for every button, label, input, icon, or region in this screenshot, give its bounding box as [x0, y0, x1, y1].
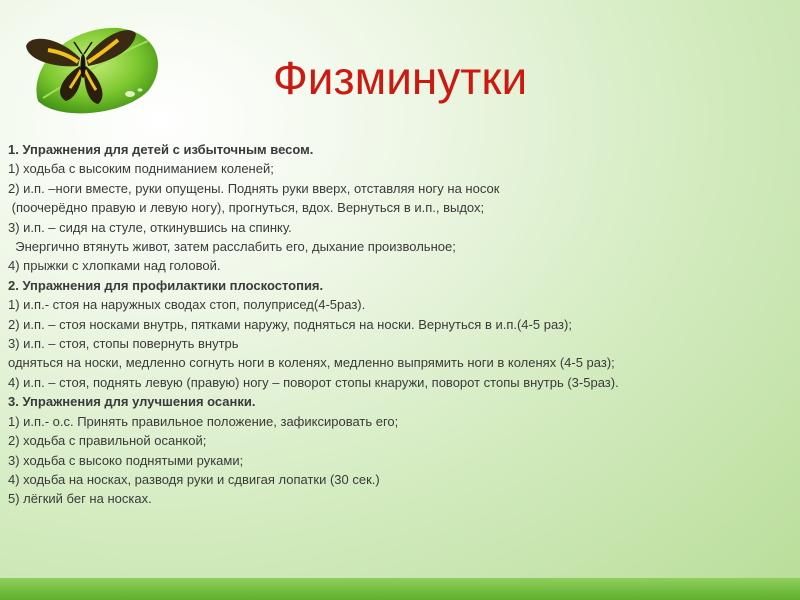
section-heading: 3. Упражнения для улучшения осанки. [8, 394, 256, 410]
exercise-line: 3) и.п. – стоя, стопы повернуть внутрь [8, 336, 239, 352]
exercise-line: 2) и.п. – стоя носками внутрь, пятками наружу, подняться на носки. Вернуться в и.п.(4-5 раз); [8, 316, 572, 332]
exercise-line: 4) ходьба на носках, разводя руки и сдвигая лопатки (30 сек.) [8, 471, 380, 487]
exercise-line: 1) и.п.- стоя на наружных сводах стоп, полуприсед(4-5раз). [8, 297, 366, 313]
slide-title: Физминутки [272, 52, 528, 104]
exercise-line: 3) и.п. – сидя на стуле, откинувшись на спинку. [8, 219, 292, 235]
exercise-line: 1) и.п.- о.с. Принять правильное положение, зафиксировать его; [8, 413, 399, 429]
exercise-line: одняться на носки, медленно согнуть ноги в коленях, медленно выпрямить ноги в коленях (4-5 раз); [8, 355, 615, 371]
exercise-line: 2) ходьба с правильной осанкой; [8, 433, 207, 449]
exercise-line: 5) лёгкий бег на носках. [8, 491, 152, 507]
butterfly-on-leaf-image [8, 6, 168, 116]
exercise-list [8, 140, 792, 509]
exercise-line: Энергично втянуть живот, затем расслабить его, дыхание произвольное; [8, 239, 456, 255]
exercise-line: 2) и.п. –ноги вместе, руки опущены. Поднять руки вверх, отставляя ногу на носок [8, 180, 500, 196]
section-heading: 1. Упражнения для детей с избыточным весом. [8, 142, 314, 157]
exercise-line: 3) ходьба с высоко поднятыми руками; [8, 452, 244, 468]
exercise-line: 4) прыжки с хлопками над головой. [8, 258, 221, 274]
exercise-line: 4) и.п. – стоя, поднять левую (правую) ногу – поворот стопы кнаружи, поворот стопы внутрь (3-5раз). [8, 374, 619, 390]
bottom-bar [0, 578, 800, 600]
exercise-line: 1) ходьба с высоким подниманием коленей; [8, 161, 274, 177]
section-heading: 2. Упражнения для профилактики плоскостопия. [8, 277, 324, 293]
exercise-line: (поочерёдно правую и левую ногу), прогнуться, вдох. Вернуться в и.п., выдох; [8, 200, 485, 216]
